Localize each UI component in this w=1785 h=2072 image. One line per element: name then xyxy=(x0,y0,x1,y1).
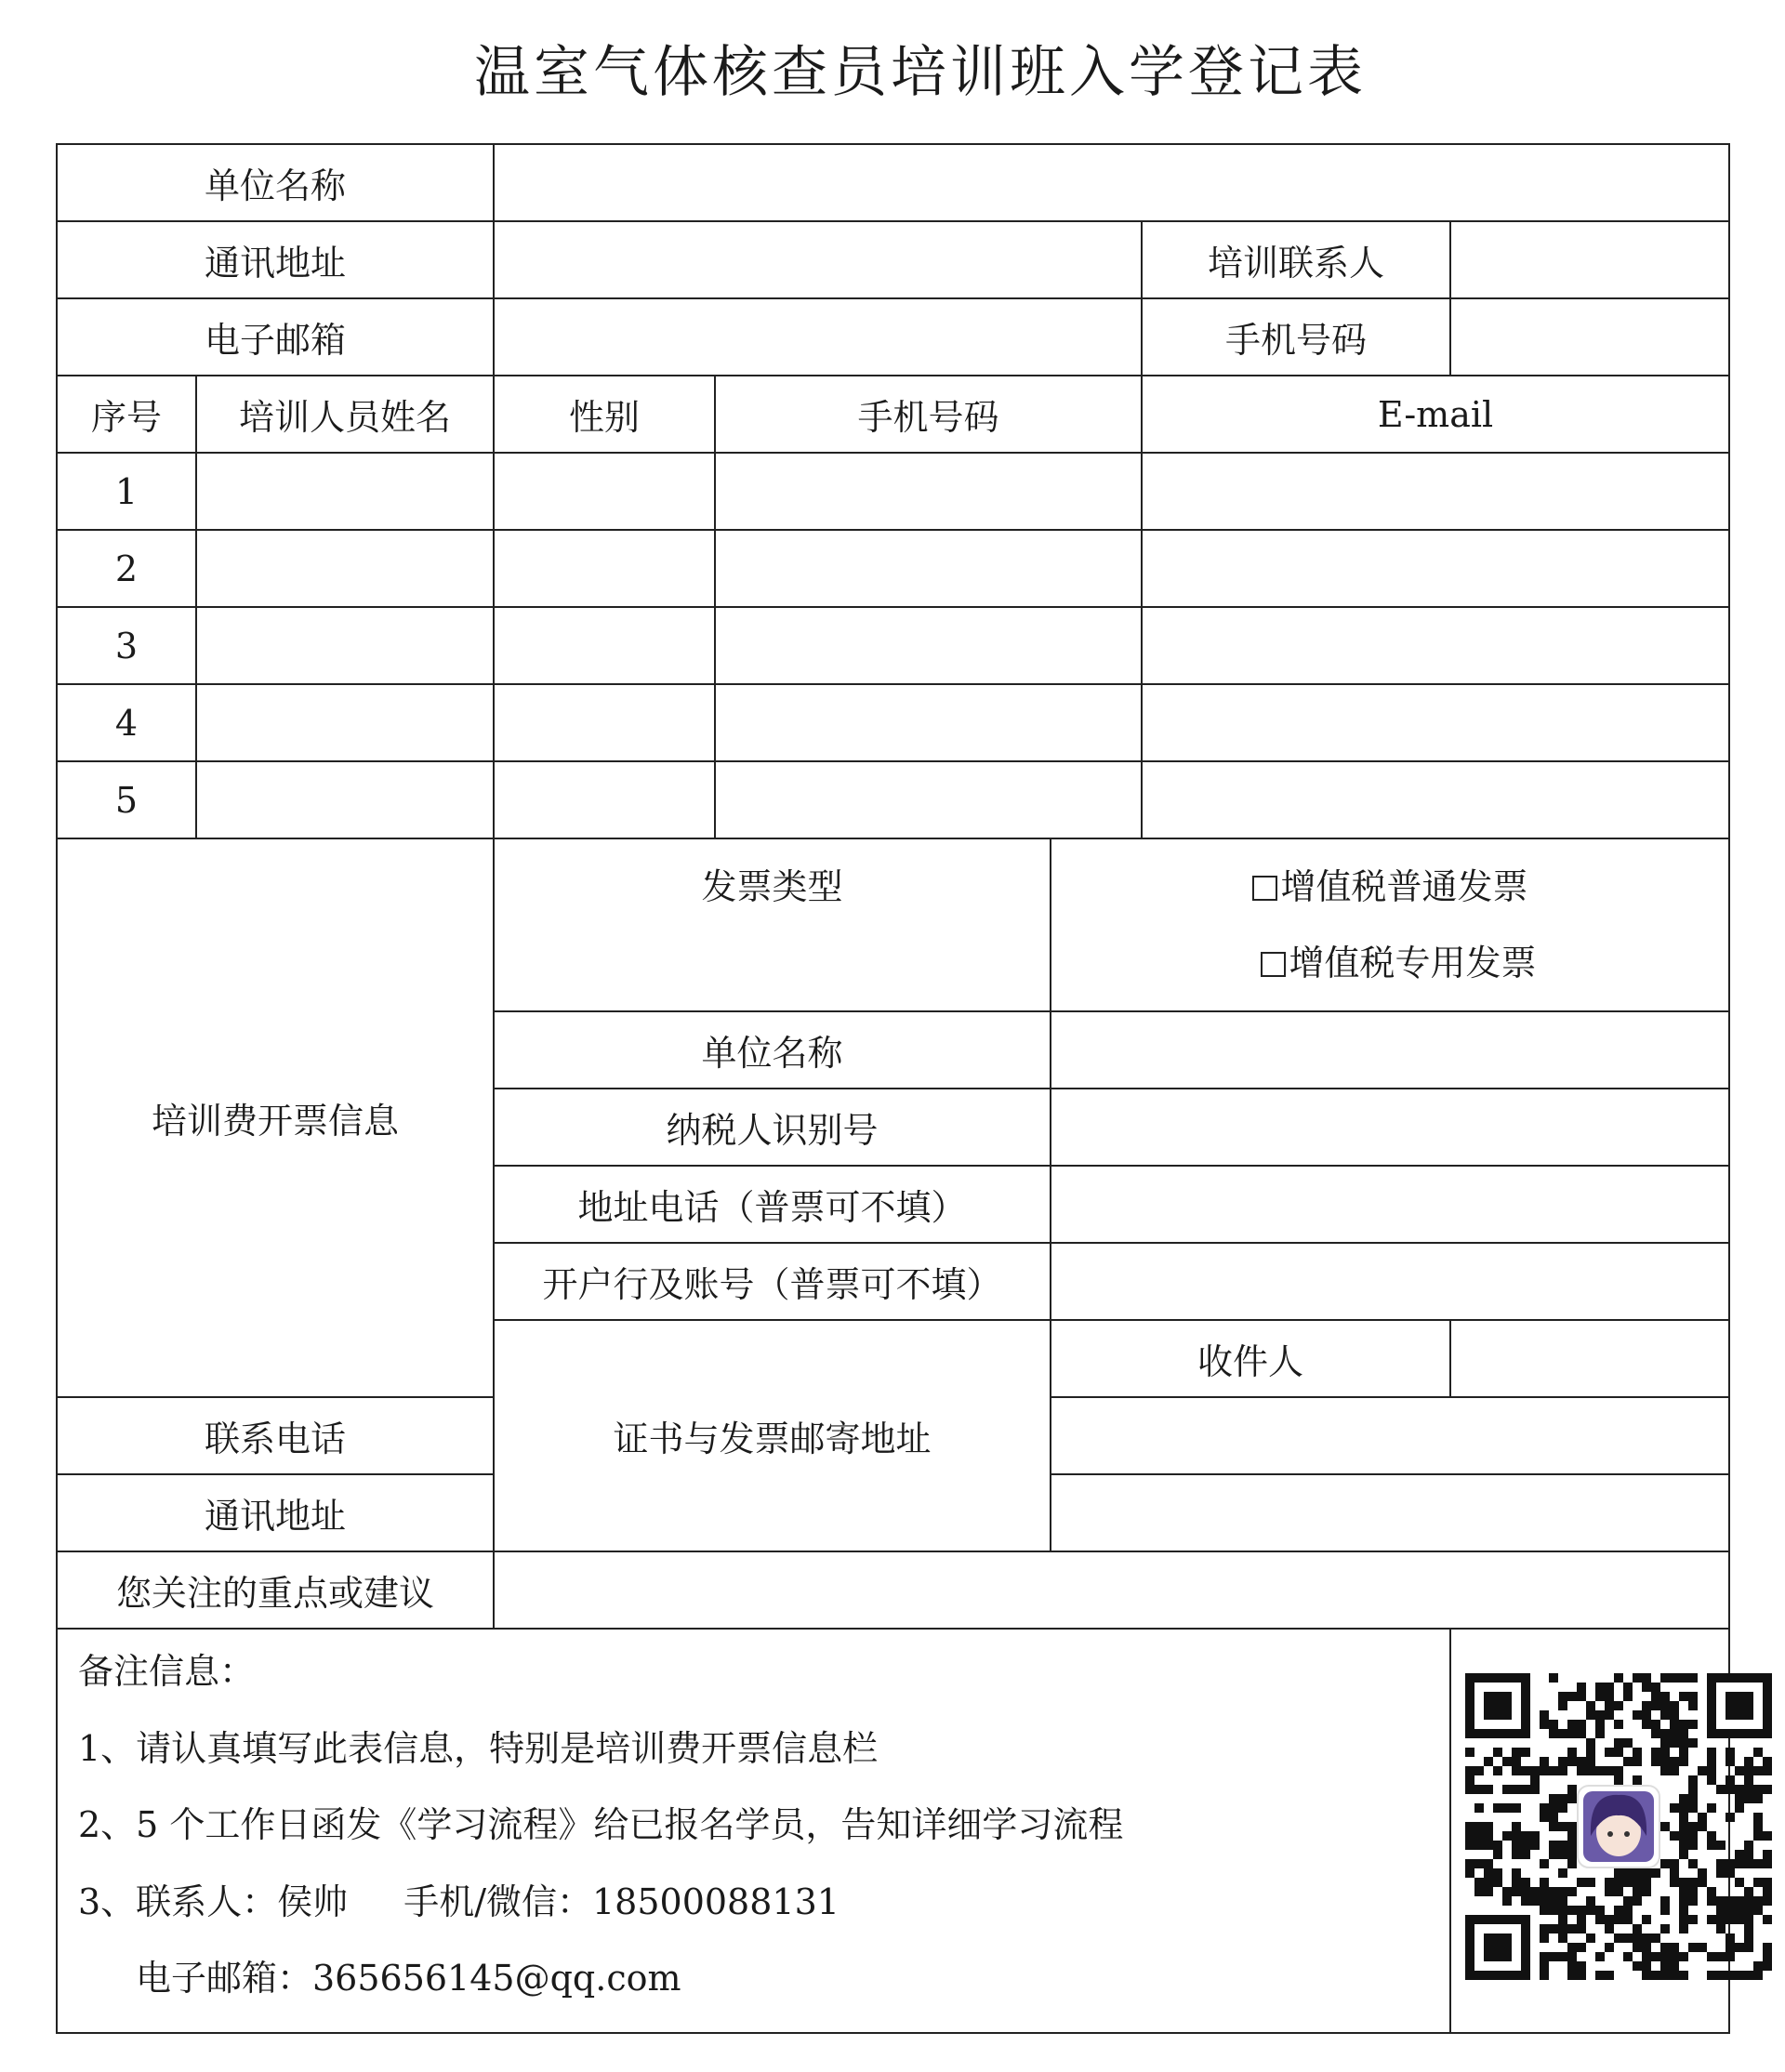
mobile-field[interactable] xyxy=(1450,298,1729,376)
table-row xyxy=(57,761,1729,838)
contact-person-field[interactable] xyxy=(1450,221,1729,298)
row-number: 1 xyxy=(57,453,196,530)
trainee-mobile-field[interactable] xyxy=(715,684,1142,761)
table-row xyxy=(57,453,1729,530)
suggestion-row xyxy=(57,1551,1729,1629)
mailing-address-field[interactable] xyxy=(1051,1474,1729,1551)
checkbox-icon[interactable] xyxy=(1261,952,1286,977)
company-name-label: 单位名称 xyxy=(57,144,494,221)
trainee-gender-field[interactable] xyxy=(494,761,715,838)
suggestion-field[interactable] xyxy=(494,1551,1729,1629)
invoice-type-label: 发票类型 xyxy=(494,838,1051,1011)
trainee-name-field[interactable] xyxy=(196,761,494,838)
invoice-section-label: 培训费开票信息 xyxy=(57,838,494,1397)
trainee-mobile-field[interactable] xyxy=(715,607,1142,684)
trainee-mobile-field[interactable] xyxy=(715,530,1142,607)
note-line-3 xyxy=(78,1879,1449,1956)
mailing-address-label: 通讯地址 xyxy=(57,1474,494,1551)
address-phone-label: 地址电话（普票可不填） xyxy=(494,1166,1051,1243)
table-row xyxy=(57,530,1729,607)
mailing-phone-field[interactable] xyxy=(1051,1397,1729,1474)
recipient-field[interactable] xyxy=(1450,1320,1729,1397)
invoice-company-label: 单位名称 xyxy=(494,1011,1051,1089)
trainee-gender-field[interactable] xyxy=(494,684,715,761)
notes-row xyxy=(57,1629,1729,2033)
row-number: 4 xyxy=(57,684,196,761)
trainee-gender-field[interactable] xyxy=(494,607,715,684)
header-email: E-mail xyxy=(1142,376,1729,453)
form-title: 温室气体核查员培训班入学登记表 xyxy=(474,40,1367,105)
mailing-phone-label: 联系电话 xyxy=(57,1397,494,1474)
invoice-option-special[interactable] xyxy=(1051,925,1728,1001)
recipient-label: 收件人 xyxy=(1051,1320,1450,1397)
header-gender: 性别 xyxy=(494,376,715,453)
address-row xyxy=(57,221,1729,298)
trainee-mobile-field[interactable] xyxy=(715,761,1142,838)
invoice-option-general-label: 增值税普通发票 xyxy=(1280,866,1528,907)
bank-account-field[interactable] xyxy=(1051,1243,1729,1320)
address-label: 通讯地址 xyxy=(57,221,494,298)
note-line-1: 1、请认真填写此表信息，特别是培训费开票信息栏 xyxy=(78,1727,879,1769)
note-line-2: 2、5 个工作日函发《学习流程》给已报名学员，告知详细学习流程 xyxy=(78,1804,1124,1845)
company-name-field[interactable] xyxy=(494,144,1729,221)
row-number: 3 xyxy=(57,607,196,684)
email-field[interactable] xyxy=(494,298,1142,376)
table-row xyxy=(57,684,1729,761)
tax-id-label: 纳税人识别号 xyxy=(494,1089,1051,1166)
header-mobile: 手机号码 xyxy=(715,376,1142,453)
notes-heading: 备注信息： xyxy=(78,1651,256,1692)
invoice-company-field[interactable] xyxy=(1051,1011,1729,1089)
qr-cell xyxy=(1450,1629,1729,2033)
invoice-type-row xyxy=(57,838,1729,1011)
email-row xyxy=(57,298,1729,376)
trainee-mobile-field[interactable] xyxy=(715,453,1142,530)
email-label: 电子邮箱 xyxy=(57,298,494,376)
mailing-section-label: 证书与发票邮寄地址 xyxy=(494,1320,1051,1551)
invoice-type-options xyxy=(1051,838,1729,1011)
trainee-name-field[interactable] xyxy=(196,607,494,684)
contact-phone: 手机/微信：18500088131 xyxy=(403,1881,840,1922)
invoice-option-general[interactable] xyxy=(1051,849,1728,925)
tax-id-field[interactable] xyxy=(1051,1089,1729,1166)
trainee-name-field[interactable] xyxy=(196,684,494,761)
trainee-email-field[interactable] xyxy=(1142,453,1729,530)
company-row xyxy=(57,144,1729,221)
trainee-email-field[interactable] xyxy=(1142,607,1729,684)
trainee-name-field[interactable] xyxy=(196,530,494,607)
row-number: 2 xyxy=(57,530,196,607)
trainee-name-field[interactable] xyxy=(196,453,494,530)
note-line-4: 电子邮箱：365656145@qq.com xyxy=(136,1958,681,1999)
trainee-email-field[interactable] xyxy=(1142,684,1729,761)
trainee-gender-field[interactable] xyxy=(494,530,715,607)
contact-person-label: 培训联系人 xyxy=(1142,221,1450,298)
registration-form xyxy=(56,143,1730,2034)
address-phone-field[interactable] xyxy=(1051,1166,1729,1243)
trainee-email-field[interactable] xyxy=(1142,761,1729,838)
row-number: 5 xyxy=(57,761,196,838)
invoice-option-special-label: 增值税专用发票 xyxy=(1289,943,1537,983)
address-field[interactable] xyxy=(494,221,1142,298)
notes-block xyxy=(57,1629,1450,2033)
suggestion-label: 您关注的重点或建议 xyxy=(57,1551,494,1629)
header-name: 培训人员姓名 xyxy=(196,376,494,453)
avatar-icon xyxy=(1578,1786,1659,1867)
bank-account-label: 开户行及账号（普票可不填） xyxy=(494,1243,1051,1320)
contact-person-name: 3、联系人：侯帅 xyxy=(78,1881,349,1922)
table-row xyxy=(57,607,1729,684)
qr-code-icon[interactable] xyxy=(1451,1669,1785,1985)
trainee-email-field[interactable] xyxy=(1142,530,1729,607)
mobile-label: 手机号码 xyxy=(1142,298,1450,376)
checkbox-icon[interactable] xyxy=(1252,876,1277,901)
header-seq: 序号 xyxy=(57,376,196,453)
trainee-gender-field[interactable] xyxy=(494,453,715,530)
trainee-header-row xyxy=(57,376,1729,453)
